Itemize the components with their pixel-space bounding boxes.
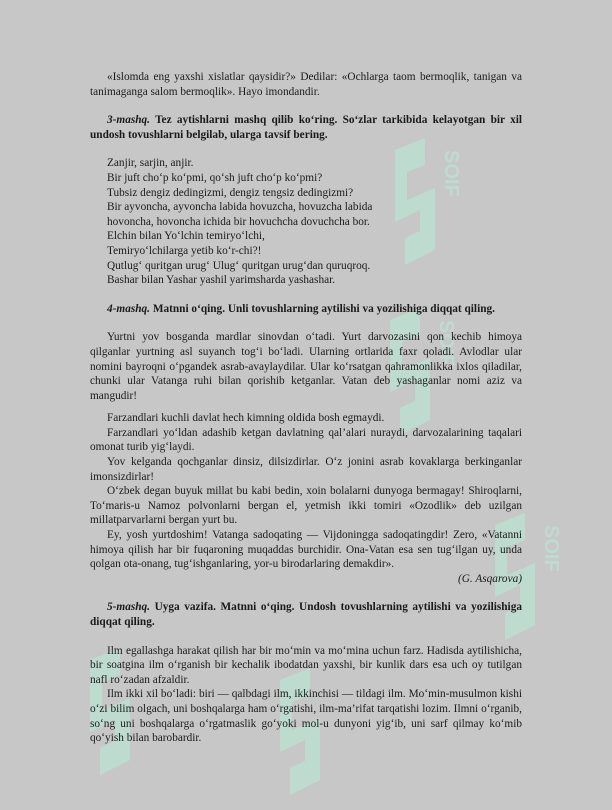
exercise-instruction: Uyga vazifa. Matnni o‘qing. Undosh tovushlarning aytilishi va yozilishiga diqqat qiling.: [90, 601, 522, 628]
poem-line: Zanjir, sarjin, anjir.: [107, 157, 194, 170]
author-signature: (G. Asqarova): [457, 572, 522, 585]
paragraph: Farzandlari kuchli davlat hech kimning oldida bosh egmaydi.: [107, 412, 385, 425]
poem-line: hovoncha, hovoncha ichida bir hovuchcha dovuchcha bor.: [107, 215, 370, 228]
paragraph: Ilm ikki xil bo‘ladi: biri — qalbdagi ilm, ikkinchisi — tildagi ilm. Mo‘min-musulmon kishi o‘zi bilim olgach, uni boshqalarga ham o‘rgatishi, ilm-ma’rifat tarqatishi lozim. Ilmni o‘rganib, so‘ng uni boshqalarga o‘rgatmaslik go‘yoki mol-u dunyoni yig‘ib, uni sarf qilmay ko‘mib qo‘yish bilan barobardir.: [90, 688, 522, 745]
exercise-number: 5-mashq.: [107, 601, 150, 614]
exercise-4-heading: [90, 302, 522, 317]
paragraph: Farzandlari yo‘ldan adashib ketgan davlatning qal’alari nuraydi, darvozalarining taqalari omonat turib yig‘laydi.: [90, 426, 522, 454]
svg-text:SOIF: SOIF: [440, 150, 462, 197]
paragraph: Ey, yosh yurtdoshim! Vatanga sadoqating — Vijdoningga sadoqatingdir! Zero, «Vatanni himoya qilish har bir fuqaroning muqaddas burchidir. Ona-Vatan esa sen tug‘ilgan uy, unda qolgan ota-onang, tug‘ishganlaring, yor-u birodarlaring demakdir».: [90, 529, 522, 571]
paragraph: Yurtni yov bosganda mardlar sinovdan o‘tadi. Yurt darvozasini qon kechib himoya qilganlar yurtning asl suyanch tog‘i bo‘ladi. Ularning ortlarida faxr qoladi. Avlodlar ular nomini bayroqni o‘pgandek asrab-avaylaydilar. Ular ko‘rsatgan qahramonlikka ixlos qiladilar, chunki ular Vatanga ruhi bilan qorishib ketganlar. Vatan deb yashaganlar nomi aziz va mangudir!: [90, 331, 522, 402]
poem-line: Bashar bilan Yashar yashil yarimsharda yashashar.: [107, 274, 336, 287]
intro-paragraph: «Islomda eng yaxshi xislatlar qaysidir?» Dedilar: «Ochlarga taom bermoqlik, tanigan va tanimaganga salom bermoqlik». Hayo imondandir.: [90, 71, 522, 98]
poem-line: Bir ayvoncha, ayvoncha labida hovuzcha, hovuzcha labida: [107, 201, 373, 214]
exercise-instruction: Tez aytishlarni mashq qilib ko‘ring. So‘zlar tarkibida kelayotgan bir xil undosh tovushlarni belgilab, ularga tavsif bering.: [90, 114, 523, 141]
poem-line: Elchin bilan Yo‘lchin temiryo‘lchi,: [107, 230, 265, 243]
paragraph: Yov kelganda qochganlar dinsiz, dilsizdirlar. O‘z jonini asrab kovaklarga berkinganlar imonsizdirlar!: [90, 456, 522, 483]
poem-line: Qutlug‘ quritgan urug‘ Ulug‘ quritgan urug‘dan quruqroq.: [107, 259, 371, 272]
poem-line: Tubsiz dengiz dedingizmi, dengiz tengsiz dedingizmi?: [107, 186, 354, 199]
paragraph: Ilm egallashga harakat qilish har bir mo‘min va mo‘mina uchun farz. Hadisda aytilishicha, bir soatgina ilm o‘rganish bir kechalik ibodatdan yaxshi, bir kunlik dars esa uch oy tutilgan nafl ro‘zadan afzaldir.: [90, 644, 522, 686]
page-content: [90, 70, 522, 746]
exercise-instruction: Matnni o‘qing. Unli tovushlarning aytilishi va yozilishiga diqqat qiling.: [152, 302, 495, 315]
svg-text:SOIF: SOIF: [540, 525, 562, 572]
exercise-5-heading: [90, 600, 522, 629]
exercise-number: 3-mashq.: [107, 114, 150, 127]
tongue-twisters: [90, 156, 522, 287]
poem-line: Temiryo‘lchilarga yetib ko‘r-chi?!: [107, 244, 262, 257]
exercise-number: 4-mashq.: [107, 302, 150, 315]
paragraph: O‘zbek degan buyuk millat bu kabi bedin, xoin bolalarni dunyoga bermagay! Shiroqlarni, To‘maris-u Namoz polvonlarni bergan el, yetmish ikki tomiri «Ozodlik» deb uzilgan millatparvarlarni bergan yurt bu.: [90, 485, 522, 527]
exercise-3-heading: [90, 113, 522, 142]
poem-line: Bir juft cho‘p ko‘pmi, qo‘sh juft cho‘p ko‘pmi?: [107, 171, 323, 184]
svg-text:SOIF: SOIF: [435, 320, 457, 367]
